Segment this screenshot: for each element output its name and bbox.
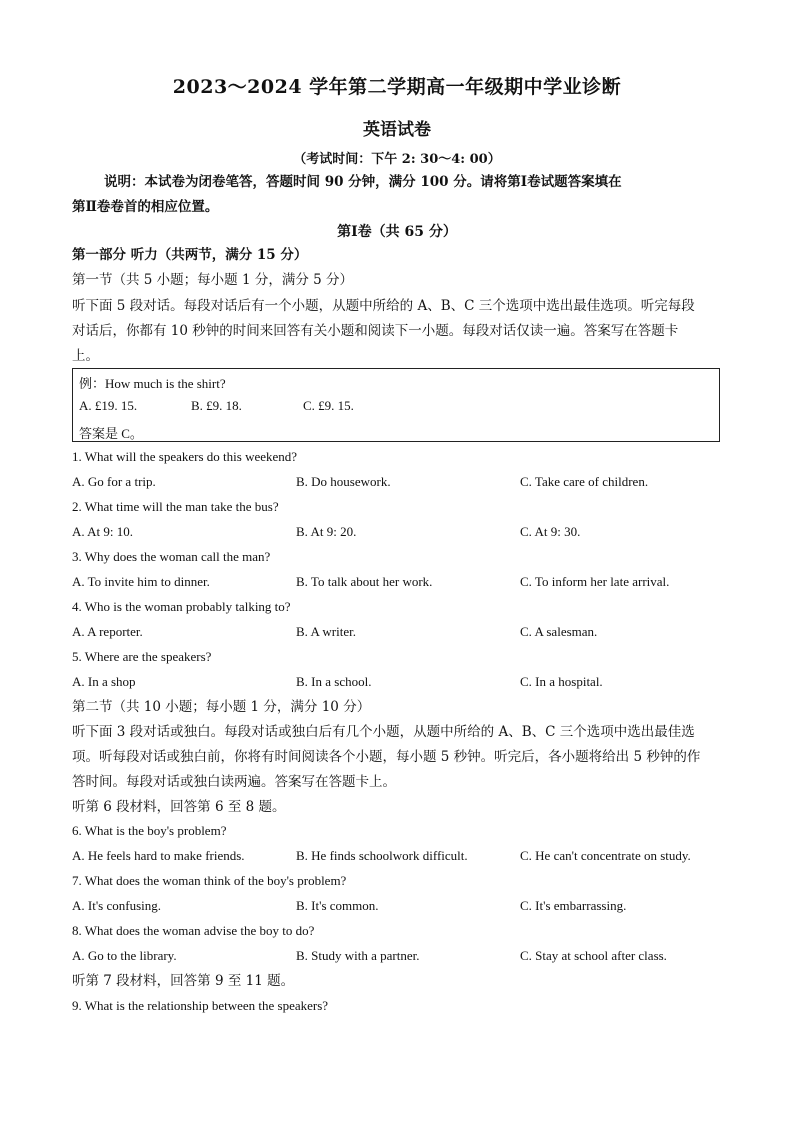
option-c: C. Stay at school after class. <box>520 948 667 963</box>
option-a: A. In a shop <box>72 674 136 689</box>
material7-label: 听第 7 段材料，回答第 9 至 11 题。 <box>72 973 295 989</box>
option-b: B. He finds schoolwork difficult. <box>296 848 468 863</box>
exam-title: 2023～2024 学年第二学期高一年级期中学业诊断 <box>172 76 622 98</box>
volume-title: 第Ⅰ卷（共 65 分） <box>337 224 457 240</box>
question-text: 6. What is the boy's problem? <box>72 823 227 838</box>
example-answer: 答案是 C。 <box>79 426 143 441</box>
option-a: A. Go to the library. <box>72 948 177 963</box>
question-text: 1. What will the speakers do this weekend? <box>72 449 298 464</box>
option-c: C. To inform her late arrival. <box>520 574 670 589</box>
example-option-a: A. £19. 15. <box>79 398 138 413</box>
option-b: B. Study with a partner. <box>296 948 420 963</box>
option-c: C. Take care of children. <box>520 474 649 489</box>
section1-instruction-line: 对话后，你都有 10 秒钟的时间来回答有关小题和阅读下一小题。每段对话仅读一遍。答案写在答题卡 <box>72 323 679 339</box>
option-a: A. Go for a trip. <box>72 474 156 489</box>
exam-time: （考试时间：下午 2: 30～4: 00） <box>293 152 501 167</box>
option-a: A. To invite him to dinner. <box>72 574 210 589</box>
part1-heading: 第一部分 听力（共两节，满分 15 分） <box>72 247 308 263</box>
option-a: A. He feels hard to make friends. <box>72 848 245 863</box>
option-b: B. At 9: 20. <box>296 524 357 539</box>
question-text: 3. Why does the woman call the man? <box>72 549 271 564</box>
section1-instruction-line: 上。 <box>72 348 99 364</box>
option-a: A. At 9: 10. <box>72 524 134 539</box>
option-b: B. It's common. <box>296 898 379 913</box>
question-text: 5. Where are the speakers? <box>72 649 212 664</box>
option-b: B. To talk about her work. <box>296 574 433 589</box>
option-c: C. In a hospital. <box>520 674 603 689</box>
example-option-b: B. £9. 18. <box>191 398 242 413</box>
question-text: 2. What time will the man take the bus? <box>72 499 279 514</box>
example-option-c: C. £9. 15. <box>303 398 354 413</box>
option-b: B. Do housework. <box>296 474 391 489</box>
exam-note-line1: 说明：本试卷为闭卷笔答，答题时间 90 分钟，满分 100 分。请将第Ⅰ卷试题答案填在 <box>104 174 622 190</box>
section1-heading: 第一节（共 5 小题；每小题 1 分，满分 5 分） <box>72 272 354 288</box>
section2-heading: 第二节（共 10 小题；每小题 1 分，满分 10 分） <box>72 699 371 715</box>
question-text: 7. What does the woman think of the boy's problem? <box>72 873 347 888</box>
option-c: C. A salesman. <box>520 624 598 639</box>
exam-subtitle: 英语试卷 <box>363 120 431 140</box>
option-c: C. At 9: 30. <box>520 524 581 539</box>
section2-instruction-line: 听下面 3 段对话或独白。每段对话或独白后有几个小题，从题中所给的 A、B、C 三个选项中选出最佳选 <box>72 724 695 740</box>
option-b: B. A writer. <box>296 624 356 639</box>
section2-instruction-line: 答时间。每段对话或独白读两遍。答案写在答题卡上。 <box>72 774 396 790</box>
section2-instruction-line: 项。听每段对话或独白前，你将有时间阅读各个小题，每小题 5 秒钟。听完后，各小题将给出 5 秒钟的作 <box>72 749 701 765</box>
option-c: C. It's embarrassing. <box>520 898 627 913</box>
example-box <box>72 368 720 442</box>
example-question: 例：How much is the shirt? <box>79 376 226 391</box>
section1-instruction-line: 听下面 5 段对话。每段对话后有一个小题，从题中所给的 A、B、C 三个选项中选出最佳选项。听完每段 <box>72 298 695 314</box>
question-text: 8. What does the woman advise the boy to do? <box>72 923 315 938</box>
question-text: 9. What is the relationship between the speakers? <box>72 998 329 1013</box>
option-a: A. A reporter. <box>72 624 143 639</box>
material6-label: 听第 6 段材料，回答第 6 至 8 题。 <box>72 799 286 815</box>
option-b: B. In a school. <box>296 674 372 689</box>
question-text: 4. Who is the woman probably talking to? <box>72 599 291 614</box>
option-a: A. It's confusing. <box>72 898 162 913</box>
exam-note-line2: 第Ⅱ卷卷首的相应位置。 <box>72 199 219 215</box>
option-c: C. He can't concentrate on study. <box>520 848 691 863</box>
